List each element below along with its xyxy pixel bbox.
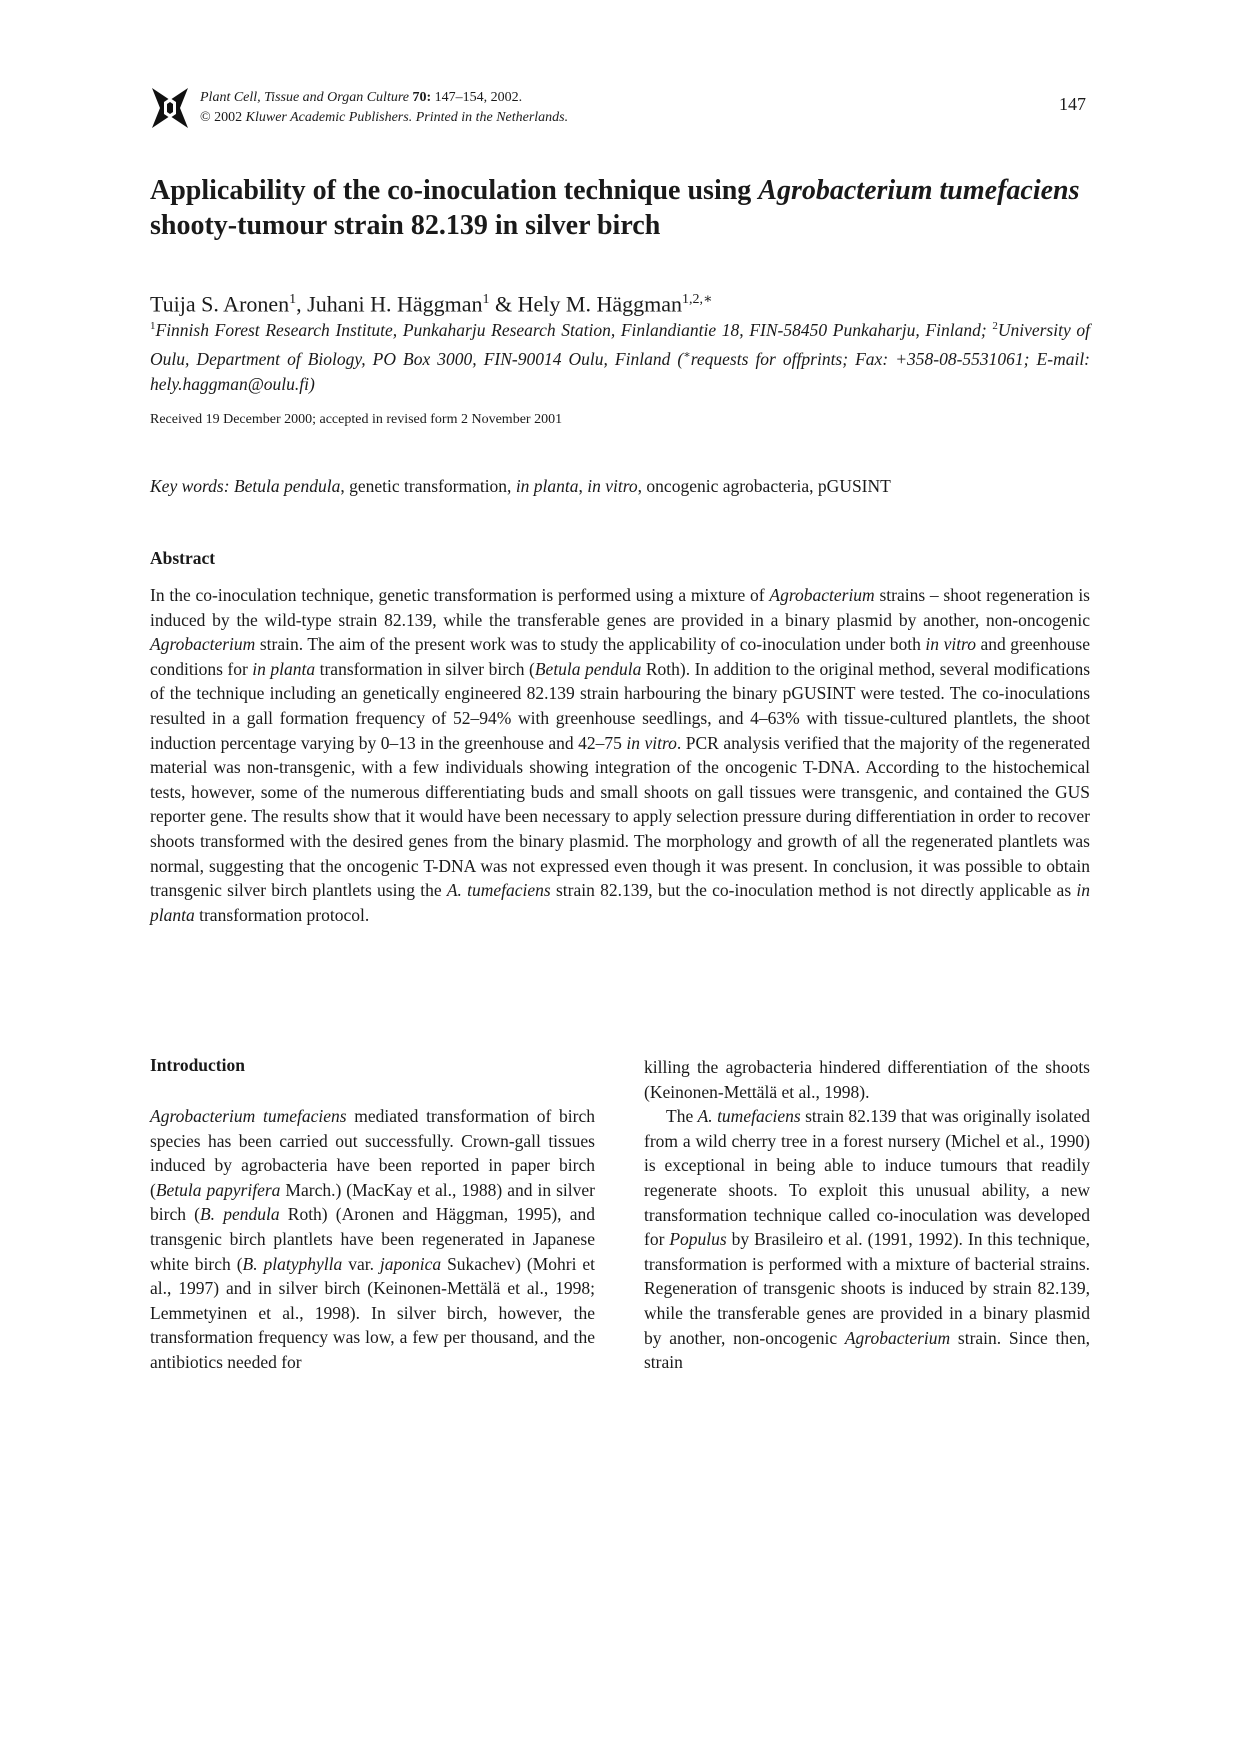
author-list: Tuija S. Aronen$^1$, Juhani H. Häggman$^1$ & Hely M. Häggman$^{1,2,∗}$ <box>150 291 713 317</box>
printed-location: Printed in the Netherlands. <box>415 110 569 125</box>
kluwer-logo-icon <box>150 86 190 130</box>
copyright-year: 2002 <box>214 110 243 125</box>
keywords-line: Key words: Betula pendula, genetic transformation, in planta, in vitro, oncogenic agrobacteria, pGUSINT <box>150 476 891 496</box>
author-affiliations: $^1$Finnish Forest Research Institute, Punkaharju Research Station, Finlandiantie 18, FIN-58450 Punkaharju, Finland; $^2$University of Oulu, Department of Biology, PO Box 3000, FIN-90014 Oulu, Finland (∗requests for offprints; Fax: +358-08-5531061; E-mail: hely.haggman@oulu.fi) <box>150 319 1091 394</box>
journal-name: Plant Cell, Tissue and Organ Culture <box>200 90 409 105</box>
intro-paragraph-1-end: killing the agrobacteria hindered differentiation of the shoots (Keinonen-Mettälä et al., 1998). <box>644 1057 1090 1102</box>
introduction-left-column: Agrobacterium tumefaciens mediated transformation of birch species has been carried out successfully. Crown-gall tissues induced by agrobacteria have been reported in paper birch (Betula papyrifera March.) (MacKay et al., 1988) and in silver birch (B. pendula Roth) (Aronen and Häggman, 1995), and transgenic birch plantlets have been regenerated in Japanese white birch (B. platyphylla var. japonica Sukachev) (Mohri et al., 1997) and in silver birch (Keinonen-Mettälä et al., 1998; Lemmetyinen et al., 1998). In silver birch, however, the transformation frequency was low, a few per thousand, and the antibiotics needed for <box>150 1106 595 1372</box>
publisher-name: Kluwer Academic Publishers. <box>245 110 413 125</box>
introduction-right-column <box>644 1055 1090 1375</box>
abstract-heading: Abstract <box>150 548 216 568</box>
journal-volume: 70: <box>412 90 432 105</box>
copyright-symbol: © <box>200 110 211 125</box>
article-title: Applicability of the co-inoculation technique using Agrobacterium tumefaciens shooty-tumour strain 82.139 in silver birch <box>150 175 1080 241</box>
page-number: 147 <box>1059 94 1086 114</box>
journal-citation <box>200 88 568 128</box>
journal-pages: 147–154, 2002. <box>434 90 523 105</box>
abstract-body: In the co-inoculation technique, genetic transformation is performed using a mixture of Agrobacterium strains – shoot regeneration is induced by the wild-type strain 82.139, while the transferable genes are provided in a binary plasmid by another, non-oncogenic Agrobacterium strain. The aim of the present work was to study the applicability of co-inoculation under both in vitro and greenhouse conditions for in planta transformation in silver birch (Betula pendula Roth). In addition to the original method, several modifications of the technique including an genetically engineered 82.139 strain harbouring the binary pGUSINT were tested. The co-inoculations resulted in a gall formation frequency of 52–94% with greenhouse seedlings, and 4–63% with tissue-cultured plantlets, the shoot induction percentage varying by 0–13 in the greenhouse and 42–75 in vitro. PCR analysis verified that the majority of the regenerated material was non-transgenic, with a few individuals showing integration of the oncogenic T-DNA. According to the histochemical tests, however, some of the numerous differentiating buds and small shoots on gall tissues were transgenic, and contained the GUS reporter gene. The results show that it would have been necessary to apply selection pressure during differentiation in order to recover shoots transformed with the desired genes from the binary plasmid. The morphology and growth of all the regenerated plantlets was normal, suggesting that the oncogenic T-DNA was not expressed even though it was present. In conclusion, it was possible to obtain transgenic silver birch plantlets using the A. tumefaciens strain 82.139, but the co-inoculation method is not directly applicable as in planta transformation protocol. <box>150 585 1091 925</box>
intro-paragraph-2: The A. tumefaciens strain 82.139 that was originally isolated from a wild cherry tree in a forest nursery (Michel et al., 1990) is exceptional in being able to induce tumours that readily regenerate shoots. To exploit this unusual ability, a new transformation technique called co-inoculation was developed for Populus by Brasileiro et al. (1991, 1992). In this technique, transformation is performed with a mixture of bacterial strains. Regeneration of transgenic shoots is induced by strain 82.139, while the transferable genes are provided in a binary plasmid by another, non-oncogenic Agrobacterium strain. Since then, strain <box>644 1106 1091 1373</box>
introduction-heading: Introduction <box>150 1055 245 1075</box>
received-dates: Received 19 December 2000; accepted in revised form 2 November 2001 <box>150 412 563 427</box>
